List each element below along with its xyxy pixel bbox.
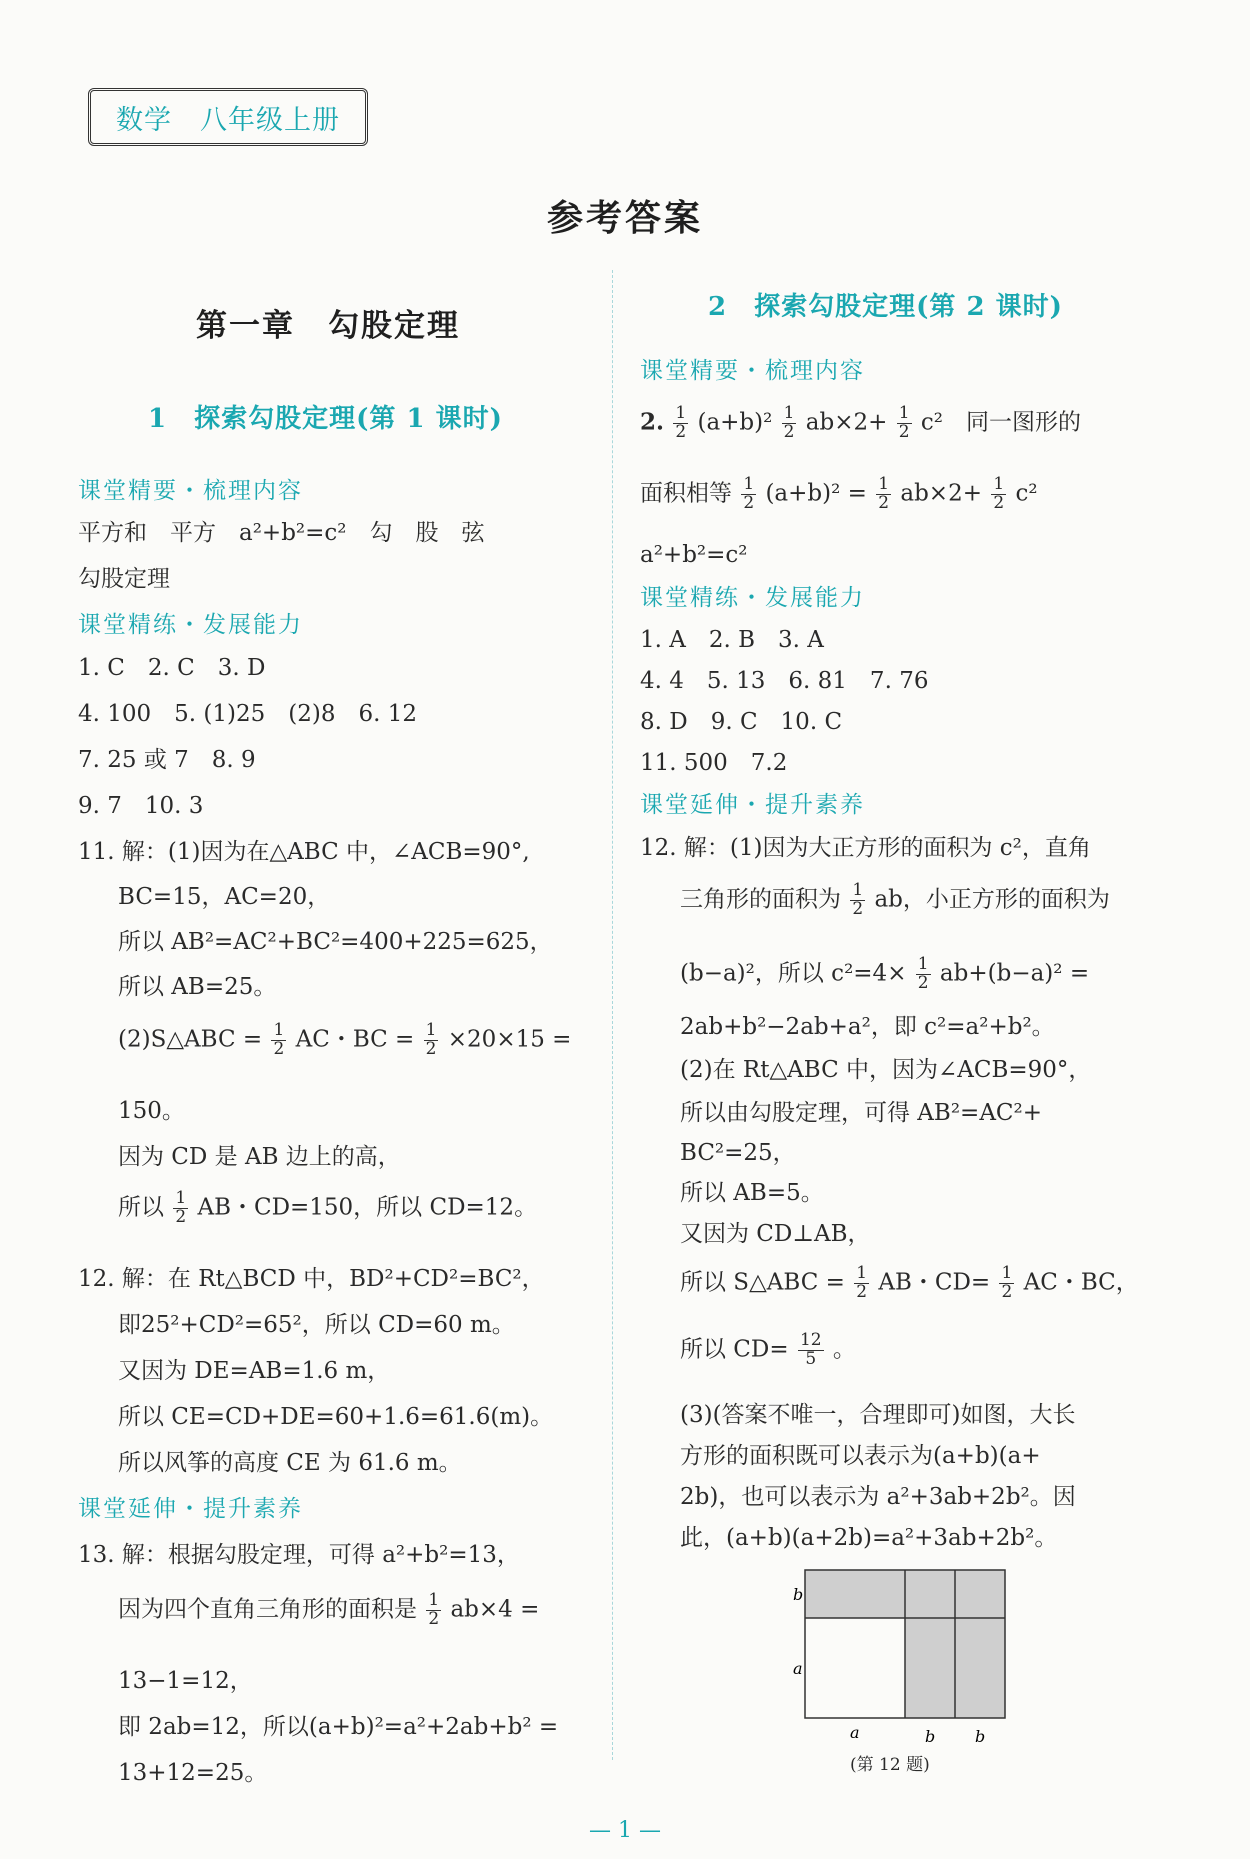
- answer-line: 所以 CD= $\frac{12}{5}$ 。: [680, 1330, 856, 1369]
- answer-line: 13. 解：根据勾股定理，可得 a²+b²=13，: [78, 1542, 520, 1568]
- figure-label-b: b: [925, 1727, 936, 1746]
- figure-label-b: b: [793, 1585, 804, 1604]
- fraction: $\frac{1}{2}$: [675, 403, 687, 442]
- answer-line: BC=15，AC=20，: [118, 884, 331, 910]
- section-heading: 课堂精要・梳理内容: [640, 358, 865, 384]
- answer-line: 所以由勾股定理，可得 AB²=AC²+: [680, 1100, 1043, 1126]
- answer-line: a²+b²=c²: [640, 542, 748, 568]
- answer-line: 7. 25 或 7 8. 9: [78, 747, 256, 773]
- fraction: $\frac{1}{2}$: [917, 954, 929, 993]
- fraction: $\frac{1}{2}$: [428, 1590, 440, 1629]
- answer-line: 4. 100 5. (1)25 (2)8 6. 12: [78, 701, 417, 727]
- answer-line: 所以 AB=25。: [118, 974, 277, 1000]
- answer-line: 所以 S△ABC = $\frac{1}{2}$ AB・CD= $\frac{1}{2}$ AC・BC，: [680, 1263, 1139, 1302]
- answer-line: 所以 AB²=AC²+BC²=400+225=625，: [118, 929, 553, 955]
- answer-line: 1. A 2. B 3. A: [640, 627, 824, 653]
- answer-line: 因为 CD 是 AB 边上的高，: [118, 1144, 401, 1170]
- answer-line: 9. 7 10. 3: [78, 793, 204, 819]
- fraction: $\frac{1}{2}$: [743, 474, 755, 513]
- answer-line: 12. 解：在 Rt△BCD 中，BD²+CD²=BC²，: [78, 1266, 545, 1292]
- book-tag: 数学 八年级上册: [88, 88, 368, 146]
- answer-line: 150。: [118, 1098, 185, 1124]
- answer-line: 面积相等 $\frac{1}{2}$ (a+b)² = $\frac{1}{2}$ ab×2+ $\frac{1}{2}$ c²: [640, 474, 1038, 513]
- fraction: $\frac{1}{2}$: [856, 1263, 868, 1302]
- answer-line: 即 2ab=12，所以(a+b)²=a²+2ab+b² =: [118, 1714, 559, 1740]
- figure-label-a: a: [850, 1723, 860, 1742]
- fraction: $\frac{1}{2}$: [898, 403, 910, 442]
- chapter-heading: 第一章 勾股定理: [196, 308, 460, 344]
- answer-line: 13−1=12，: [118, 1668, 253, 1694]
- fraction: $\frac{1}{2}$: [852, 880, 864, 919]
- fraction: $\frac{1}{2}$: [175, 1188, 187, 1227]
- page-title: 参考答案: [546, 197, 703, 239]
- answer-line: 勾股定理: [78, 566, 170, 592]
- answer-line: 又因为 CD⊥AB，: [680, 1221, 871, 1247]
- answer-line: 2b)，也可以表示为 a²+3ab+2b²。因: [680, 1484, 1076, 1510]
- figure-label-b: b: [975, 1727, 986, 1746]
- answer-line: 1. C 2. C 3. D: [78, 655, 266, 681]
- section-heading: 课堂精练・发展能力: [640, 585, 865, 611]
- answer-line: 11. 500 7.2: [640, 750, 788, 776]
- page-number: — 1 —: [589, 1818, 661, 1843]
- answer-line: (2)S△ABC = $\frac{1}{2}$ AC・BC = $\frac{1}{2}$ ×20×15 =: [118, 1020, 572, 1059]
- answer-line: (b−a)²，所以 c²=4× $\frac{1}{2}$ ab+(b−a)² =: [680, 954, 1090, 993]
- answer-line: 因为四个直角三角形的面积是 $\frac{1}{2}$ ab×4 =: [118, 1590, 540, 1629]
- fraction: $\frac{1}{2}$: [1001, 1263, 1013, 1302]
- answer-line: BC²=25，: [680, 1140, 796, 1166]
- answer-line: 2ab+b²−2ab+a²，即 c²=a²+b²。: [680, 1014, 1055, 1040]
- answer-line: 13+12=25。: [118, 1760, 268, 1786]
- answer-line: 方形的面积既可以表示为(a+b)(a+: [680, 1443, 1041, 1469]
- answer-line: (2)在 Rt△ABC 中，因为∠ACB=90°，: [680, 1057, 1092, 1083]
- lesson-heading: 1 探索勾股定理(第 1 课时): [148, 404, 503, 434]
- answer-line: 2. $\frac{1}{2}$ (a+b)² $\frac{1}{2}$ ab×2+ $\frac{1}{2}$ c² 同一图形的: [640, 403, 1081, 442]
- answer-line: 此，(a+b)(a+2b)=a²+3ab+2b²。: [680, 1525, 1058, 1551]
- answer-line: 所以 CE=CD+DE=60+1.6=61.6(m)。: [118, 1404, 554, 1430]
- answer-line: 平方和 平方 a²+b²=c² 勾 股 弦: [78, 520, 485, 546]
- rectangle-figure: [793, 1570, 1025, 1750]
- answer-line: (3)(答案不唯一，合理即可)如图，大长: [680, 1402, 1076, 1428]
- section-heading: 课堂延伸・提升素养: [78, 1496, 303, 1522]
- fraction: $\frac{1}{2}$: [878, 474, 890, 513]
- answer-line: 12. 解：(1)因为大正方形的面积为 c²，直角: [640, 835, 1091, 861]
- answer-line: 11. 解：(1)因为在△ABC 中，∠ACB=90°,: [78, 839, 530, 865]
- column-divider: [612, 270, 613, 1760]
- fraction: $\frac{1}{2}$: [993, 474, 1005, 513]
- fraction: $\frac{12}{5}$: [799, 1330, 822, 1369]
- section-heading: 课堂精要・梳理内容: [78, 478, 303, 504]
- fraction: $\frac{1}{2}$: [783, 403, 795, 442]
- figure-caption: (第 12 题): [850, 1755, 930, 1775]
- section-heading: 课堂延伸・提升素养: [640, 792, 865, 818]
- figure-label-a: a: [793, 1659, 803, 1678]
- answer-line: 所以风筝的高度 CE 为 61.6 m。: [118, 1450, 462, 1476]
- answer-line: 4. 4 5. 13 6. 81 7. 76: [640, 668, 929, 694]
- answer-line: 即25²+CD²=65²，所以 CD=60 m。: [118, 1312, 515, 1338]
- fraction: $\frac{1}{2}$: [425, 1020, 437, 1059]
- answer-line: 所以 AB=5。: [680, 1180, 824, 1206]
- answer-line: 所以 $\frac{1}{2}$ AB・CD=150，所以 CD=12。: [118, 1188, 538, 1227]
- answer-line: 8. D 9. C 10. C: [640, 709, 843, 735]
- answer-line: 又因为 DE=AB=1.6 m，: [118, 1358, 391, 1384]
- answer-line: 三角形的面积为 $\frac{1}{2}$ ab，小正方形的面积为: [680, 880, 1110, 919]
- fraction: $\frac{1}{2}$: [273, 1020, 285, 1059]
- lesson-heading: 2 探索勾股定理(第 2 课时): [708, 292, 1063, 322]
- section-heading: 课堂精练・发展能力: [78, 612, 303, 638]
